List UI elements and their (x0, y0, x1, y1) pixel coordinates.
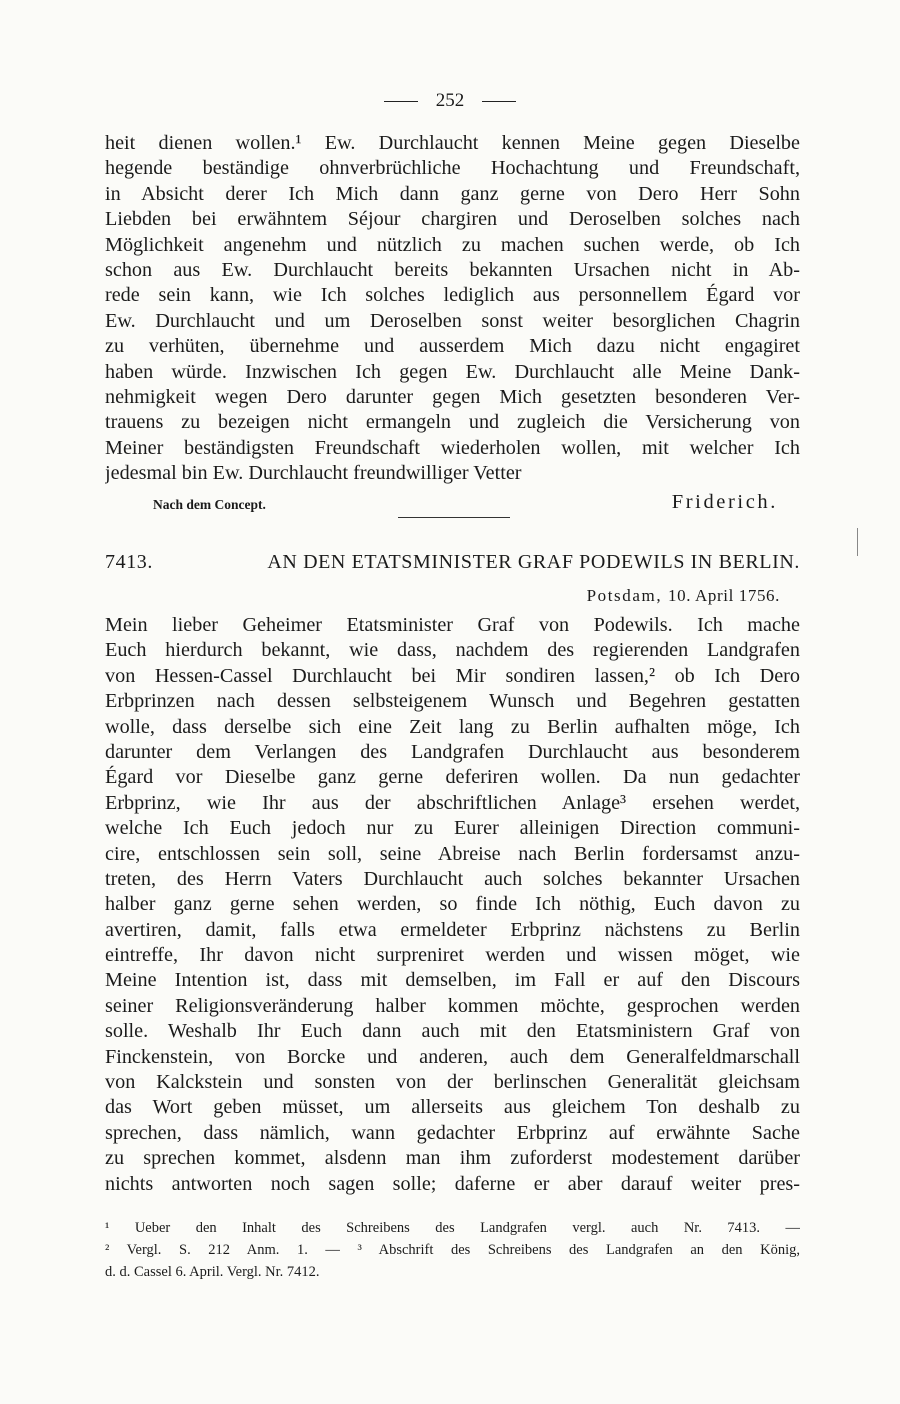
section-separator (398, 517, 510, 518)
text-line: treten, des Herrn Vaters Durchlaucht auch solches bekannter Ursachen (105, 867, 800, 890)
text-line: solle. Weshalb Ihr Euch dann auch mit den Etatsministern Graf von (105, 1020, 800, 1043)
text-line: Égard vor Dieselbe ganz gerne deferiren wollen. Da nun gedachter (105, 766, 800, 789)
text-line: Meine Intention ist, dass mit demselben, im Fall er auf den Discours (105, 969, 800, 992)
text-line: nehmigkeit wegen Dero darunter gegen Mich gesetzten besonderen Ver- (105, 385, 800, 408)
text-line: seiner Religionsveränderung halber kommen möchte, gesprochen werden (105, 994, 800, 1017)
source-note: Nach dem Concept. (153, 497, 266, 512)
letter-7413-body (105, 613, 800, 1197)
text-line: halber ganz gerne sehen werden, so finde Ich nöthig, Euch davon zu (105, 893, 800, 916)
letter-title: AN DEN ETATSMINISTER GRAF PODEWILS IN BERLIN. (267, 551, 800, 573)
text-line: Mein lieber Geheimer Etatsminister Graf von Podewils. Ich mache (105, 614, 800, 636)
text-line: Erbprinz, wie Ihr aus der abschriftlichen Anlage³ ersehen werdet, (105, 791, 800, 814)
text-line: Meiner beständigsten Freundschaft wiederholen wollen, mit welcher Ich (105, 436, 800, 459)
footnote-line: ¹ Ueber den Inhalt des Schreibens des Landgrafen vergl. auch Nr. 7413. — (105, 1220, 800, 1236)
dateline-date: 10. April 1756. (668, 586, 780, 605)
closing-row (105, 491, 800, 519)
margin-mark (857, 528, 858, 556)
letter-number: 7413. (105, 551, 153, 573)
text-line: Ew. Durchlaucht und um Deroselben sonst weiter besorglichen Chagrin (105, 309, 800, 332)
text-line: das Wort geben müsset, um allerseits aus gleichem Ton deshalb zu (105, 1096, 800, 1119)
text-line: trauens zu bezeigen nicht ermangeln und zugleich die Versicherung von (105, 411, 800, 434)
text-line: von Kalckstein und sonsten von der berlinschen Generalität gleichsam (105, 1071, 800, 1094)
text-line: Finckenstein, von Borcke und anderen, auch dem Generalfeldmarschall (105, 1045, 800, 1068)
header-rule-left (384, 101, 418, 102)
footnote-line: d. d. Cassel 6. April. Vergl. Nr. 7412. (105, 1264, 320, 1280)
text-line: zu sprechen kommet, alsdenn man ihm zuforderst modestement darüber (105, 1147, 800, 1170)
text-line: cire, entschlossen sein soll, seine Abreise nach Berlin fordersamst anzu- (105, 842, 800, 865)
text-line: Euch hierdurch bekannt, wie dass, nachdem des regierenden Landgrafen (105, 639, 800, 662)
text-line: Erbprinzen nach dessen selbsteigenem Wunsch und Begehren gestatten (105, 690, 800, 713)
text-line: darunter dem Verlangen des Landgrafen Durchlaucht aus besonderem (105, 740, 800, 763)
footnote-line: ² Vergl. S. 212 Anm. 1. — ³ Abschrift des Schreibens des Landgrafen an den König, (105, 1242, 800, 1258)
text-line: Möglichkeit angenehm und nützlich zu machen suchen werde, ob Ich (105, 233, 800, 256)
text-line: von Hessen-Cassel Durchlaucht bei Mir sondiren lassen,² ob Ich Dero (105, 664, 800, 687)
text-line: schon aus Ew. Durchlaucht bereits bekannten Ursachen nicht in Ab- (105, 258, 800, 281)
header-rule-right (482, 101, 516, 102)
letter-heading (105, 551, 800, 574)
text-line: eintreffe, Ihr davon nicht surpreniret werden und wissen möget, wie (105, 944, 800, 967)
text-line: haben würde. Inzwischen Ich gegen Ew. Durchlaucht alle Meine Dank- (105, 360, 800, 383)
dateline-place: Potsdam, (586, 586, 663, 605)
text-line: avertiren, damit, falls etwa ermeldeter Erbprinz nächstens zu Berlin (105, 918, 800, 941)
page-number: 252 (435, 90, 465, 111)
text-line: sprechen, dass nämlich, wann gedachter Erbprinz auf erwähnte Sache (105, 1121, 800, 1144)
text-line: wolle, dass derselbe sich eine Zeit lang zu Berlin aufhalten möge, Ich (105, 715, 800, 738)
text-line: Liebden bei erwähntem Séjour chargiren und Deroselben solches nach (105, 208, 800, 231)
text-line: heit dienen wollen.¹ Ew. Durchlaucht kennen Meine gegen Dieselbe (105, 132, 800, 154)
signature: Friderich. (671, 491, 778, 513)
text-line: in Absicht derer Ich Mich dann ganz gerne von Dero Herr Sohn (105, 182, 800, 205)
footnotes (105, 1217, 800, 1283)
text-line: zu verhüten, übernehme und ausserdem Mich dazu nicht engagiret (105, 335, 800, 358)
page-header (0, 88, 900, 114)
text-line: rede sein kann, wie Ich solches lediglich aus personnellem Égard vor (105, 284, 800, 307)
text-line: jedesmal bin Ew. Durchlaucht freundwilliger Vetter (105, 462, 522, 485)
text-line: welche Ich Euch jedoch nur zu Eurer alleinigen Direction communi- (105, 817, 800, 840)
text-line: nichts antworten noch sagen solle; daferne er aber darauf weiter pres- (105, 1172, 800, 1195)
text-line: hegende beständige ohnverbrüchliche Hochachtung und Freundschaft, (105, 157, 800, 180)
letter-7412-body (105, 131, 800, 486)
dateline (587, 586, 780, 606)
